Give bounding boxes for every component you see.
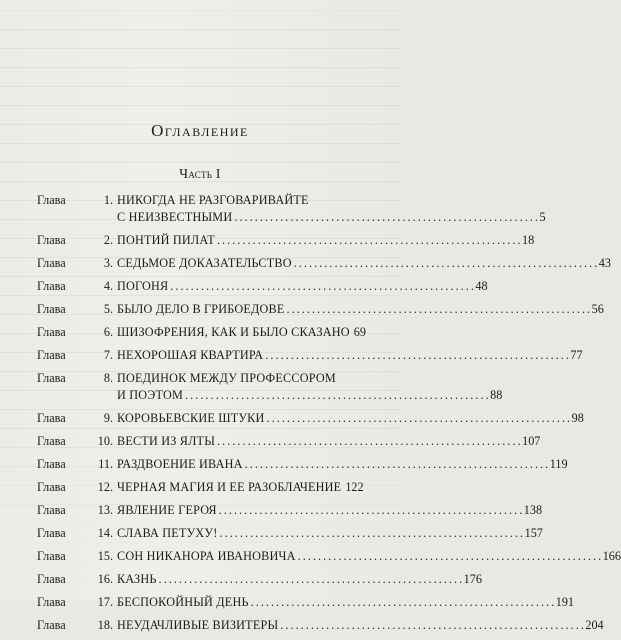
chapter-number: 12. <box>97 480 113 494</box>
chapter-number: 18. <box>97 618 113 632</box>
dot-leader <box>287 301 590 318</box>
chapter-title: И ПОЭТОМ <box>117 388 184 402</box>
dot-leader <box>265 347 568 364</box>
chapter-number: 3. <box>103 256 113 270</box>
page-number: 138 <box>523 503 543 517</box>
chapter-title-line <box>117 433 541 450</box>
toc-entry <box>37 232 535 249</box>
chapter-label: Глава <box>37 457 66 471</box>
chapter-title: РАЗДВОЕНИЕ ИВАНА <box>117 457 243 471</box>
dot-leader <box>185 387 488 404</box>
chapter-title-line <box>117 617 604 634</box>
table-of-contents <box>37 192 621 640</box>
chapter-label: Глава <box>37 595 66 609</box>
chapter-title-line <box>117 594 574 611</box>
chapter-title: ПОГОНЯ <box>117 279 169 293</box>
chapter-number: 6. <box>103 325 113 339</box>
page-number: 157 <box>524 526 543 540</box>
chapter-number: 4. <box>103 279 113 293</box>
chapter-title-block <box>117 456 568 473</box>
toc-entry <box>37 502 543 519</box>
chapter-title-block <box>117 525 543 542</box>
page-number: 48 <box>475 279 488 293</box>
chapter-title-line <box>117 370 355 387</box>
chapter-title-block <box>117 324 366 341</box>
page-number: 43 <box>598 256 611 270</box>
chapter-title-line <box>117 502 543 519</box>
chapter-title-block <box>117 347 583 364</box>
chapter-label: Глава <box>37 348 66 362</box>
dot-leader <box>217 232 520 249</box>
toc-entry <box>37 571 482 588</box>
toc-entry <box>37 594 574 611</box>
chapter-label: Глава <box>37 411 66 425</box>
chapter-number: 9. <box>103 411 113 425</box>
dot-leader <box>294 255 597 272</box>
page-number: 176 <box>463 572 482 586</box>
chapter-title-line <box>117 525 543 542</box>
chapter-number: 17. <box>97 595 113 609</box>
page-number: 119 <box>549 457 568 471</box>
chapter-title: ЯВЛЕНИЕ ГЕРОЯ <box>117 503 217 517</box>
page-number: 69 <box>353 325 366 339</box>
toc-entry <box>37 370 503 404</box>
chapter-title-line <box>117 347 583 364</box>
chapter-label: Глава <box>37 256 66 270</box>
chapter-title: ВЕСТИ ИЗ ЯЛТЫ <box>117 434 216 448</box>
chapter-title-block <box>117 594 574 611</box>
toc-entry <box>37 301 604 318</box>
chapter-title: КАЗНЬ <box>117 572 157 586</box>
chapter-label: Глава <box>37 233 66 247</box>
chapter-title-block <box>117 433 541 450</box>
chapter-label: Глава <box>37 549 66 563</box>
chapter-title-line <box>117 278 488 295</box>
chapter-number: 10. <box>97 434 113 448</box>
chapter-title-block <box>117 370 503 404</box>
chapter-title-line <box>117 548 621 565</box>
dot-leader <box>219 502 522 519</box>
chapter-title-block <box>117 548 621 565</box>
chapter-title-block <box>117 301 604 318</box>
chapter-label: Глава <box>37 480 66 494</box>
chapter-title: НЕХОРОШАЯ КВАРТИРА <box>117 348 264 362</box>
page-number: 166 <box>602 549 621 563</box>
chapter-title-block <box>117 255 611 272</box>
chapter-number: 16. <box>97 572 113 586</box>
chapter-title-line <box>117 479 364 496</box>
dot-leader <box>234 209 537 226</box>
chapter-label: Глава <box>37 572 66 586</box>
chapter-title-line <box>117 301 604 318</box>
dot-leader <box>280 617 583 634</box>
chapter-title: СОН НИКАНОРА ИВАНОВИЧА <box>117 549 296 563</box>
chapter-title: БЕСПОКОЙНЫЙ ДЕНЬ <box>117 595 249 609</box>
toc-entry <box>37 617 604 634</box>
chapter-title-line <box>117 232 535 249</box>
dot-leader <box>170 278 473 295</box>
toc-entry <box>37 479 364 496</box>
page-number: 5 <box>539 210 546 224</box>
chapter-label: Глава <box>37 618 66 632</box>
chapter-label: Глава <box>37 325 66 339</box>
toc-heading: Оглавление <box>151 121 249 140</box>
chapter-number: 1. <box>103 193 113 207</box>
chapter-title-block <box>117 571 482 588</box>
chapter-title: НИКОГДА НЕ РАЗГОВАРИВАЙТЕ <box>117 193 309 207</box>
page-number: 18 <box>522 233 535 247</box>
chapter-title: С НЕИЗВЕСТНЫМИ <box>117 210 233 224</box>
toc-entry <box>37 410 584 427</box>
chapter-title-line <box>117 410 584 427</box>
toc-entry <box>37 255 611 272</box>
chapter-label: Глава <box>37 526 66 540</box>
toc-entry <box>37 456 568 473</box>
chapter-title-block <box>117 410 584 427</box>
page-number: 88 <box>490 388 503 402</box>
dot-leader <box>220 525 523 542</box>
chapter-title-line <box>117 456 568 473</box>
chapter-label: Глава <box>37 279 66 293</box>
chapter-label: Глава <box>37 302 66 316</box>
toc-entry <box>37 433 541 450</box>
chapter-title: НЕУДАЧЛИВЫЕ ВИЗИТЕРЫ <box>117 618 279 632</box>
chapter-title-block <box>117 278 488 295</box>
toc-entry <box>37 347 583 364</box>
page-number: 107 <box>522 434 541 448</box>
toc-entry <box>37 525 543 542</box>
dot-leader <box>267 410 570 427</box>
chapter-title: ПОНТИЙ ПИЛАТ <box>117 233 215 247</box>
chapter-title-block <box>117 479 364 496</box>
chapter-title-line <box>117 571 482 588</box>
chapter-title: ШИЗОФРЕНИЯ, КАК И БЫЛО СКАЗАНО <box>117 325 350 339</box>
chapter-title-line <box>117 192 355 209</box>
dot-leader <box>251 594 554 611</box>
chapter-label: Глава <box>37 503 66 517</box>
dot-leader <box>298 548 601 565</box>
toc-entry <box>37 324 366 341</box>
chapter-title: СЕДЬМОЕ ДОКАЗАТЕЛЬСТВО <box>117 256 292 270</box>
dot-leader <box>245 456 548 473</box>
page-number: 204 <box>585 618 604 632</box>
chapter-label: Глава <box>37 371 66 385</box>
chapter-title-block <box>117 232 535 249</box>
part-heading: Часть I <box>179 166 221 181</box>
chapter-title: БЫЛО ДЕЛО В ГРИБОЕДОВЕ <box>117 302 285 316</box>
chapter-title-line <box>117 209 546 226</box>
dot-leader <box>217 433 520 450</box>
chapter-title: СЛАВА ПЕТУХУ! <box>117 526 218 540</box>
chapter-title-line <box>117 255 611 272</box>
chapter-title: ЧЕРНАЯ МАГИЯ И ЕЕ РАЗОБЛАЧЕНИЕ <box>117 480 342 494</box>
chapter-title-line <box>117 324 366 341</box>
page-number: 98 <box>571 411 584 425</box>
chapter-number: 2. <box>103 233 113 247</box>
chapter-title-block <box>117 502 543 519</box>
page-number: 56 <box>591 302 604 316</box>
chapter-number: 7. <box>103 348 113 362</box>
chapter-title-line <box>117 387 503 404</box>
chapter-title: ПОЕДИНОК МЕЖДУ ПРОФЕССОРОМ <box>117 371 336 385</box>
page-number: 122 <box>345 480 364 494</box>
chapter-number: 14. <box>97 526 113 540</box>
chapter-number: 8. <box>103 371 113 385</box>
chapter-label: Глава <box>37 434 66 448</box>
chapter-title: КОРОВЬЕВСКИЕ ШТУКИ <box>117 411 265 425</box>
chapter-number: 11. <box>98 457 113 471</box>
chapter-label: Глава <box>37 193 66 207</box>
toc-entry <box>37 192 546 226</box>
dot-leader <box>159 571 462 588</box>
toc-entry <box>37 548 621 565</box>
chapter-number: 13. <box>97 503 113 517</box>
chapter-number: 5. <box>103 302 113 316</box>
page-number: 77 <box>570 348 583 362</box>
chapter-number: 15. <box>97 549 113 563</box>
chapter-title-block <box>117 192 546 226</box>
toc-entry <box>37 278 488 295</box>
chapter-title-block <box>117 617 604 634</box>
page-number: 191 <box>555 595 574 609</box>
